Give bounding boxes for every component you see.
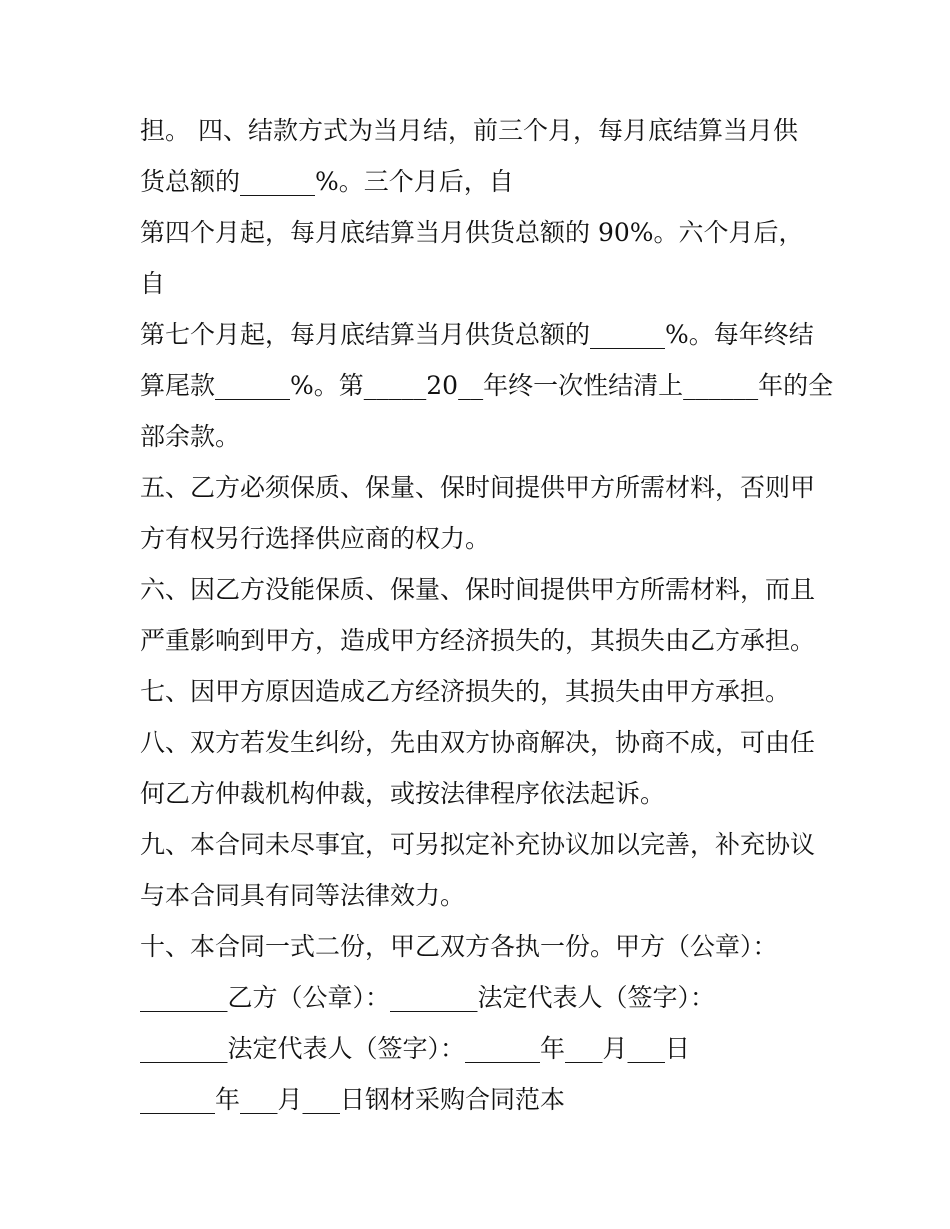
- text-line-6: 算尾款______%。第_____20__年终一次性结清上______年的全: [140, 371, 834, 400]
- text-line-16: 与本合同具有同等法律效力。: [140, 881, 466, 910]
- text-line-15: 九、本合同未尽事宜，可另拟定补充协议加以完善，补充协议: [140, 830, 816, 859]
- text-line-19: _______法定代表人（签字）：______年___月___日: [140, 1034, 691, 1063]
- text-line-11: 严重影响到甲方，造成甲方经济损失的，其损失由乙方承担。: [140, 626, 816, 655]
- contract-text: [140, 105, 834, 1125]
- text-line-9: 方有权另行选择供应商的权力。: [140, 524, 491, 553]
- text-line-13: 八、双方若发生纠纷，先由双方协商解决，协商不成，可由任: [140, 728, 816, 757]
- text-line-2: 货总额的______%。三个月后，自: [140, 167, 514, 196]
- text-line-1: 担。 四、结款方式为当月结，前三个月，每月底结算当月供: [140, 116, 798, 145]
- text-line-4: 自: [140, 269, 166, 298]
- text-line-12: 七、因甲方原因造成乙方经济损失的，其损失由甲方承担。: [140, 677, 791, 706]
- text-line-20: ______年___月___日钢材采购合同范本: [140, 1085, 566, 1114]
- text-line-3: 第四个月起，每月底结算当月供货总额的 90%。六个月后，: [140, 218, 804, 247]
- text-line-10: 六、因乙方没能保质、保量、保时间提供甲方所需材料，而且: [140, 575, 816, 604]
- text-line-5: 第七个月起，每月底结算当月供货总额的______%。每年终结: [140, 320, 814, 349]
- text-line-8: 五、乙方必须保质、保量、保时间提供甲方所需材料，否则甲: [140, 473, 816, 502]
- text-line-18: _______乙方（公章）：_______法定代表人（签字）：: [140, 983, 716, 1012]
- text-line-14: 何乙方仲裁机构仲裁，或按法律程序依法起诉。: [140, 779, 666, 808]
- text-line-17: 十、本合同一式二份，甲乙双方各执一份。甲方（公章）：: [140, 932, 778, 961]
- text-line-7: 部余款。: [140, 422, 241, 451]
